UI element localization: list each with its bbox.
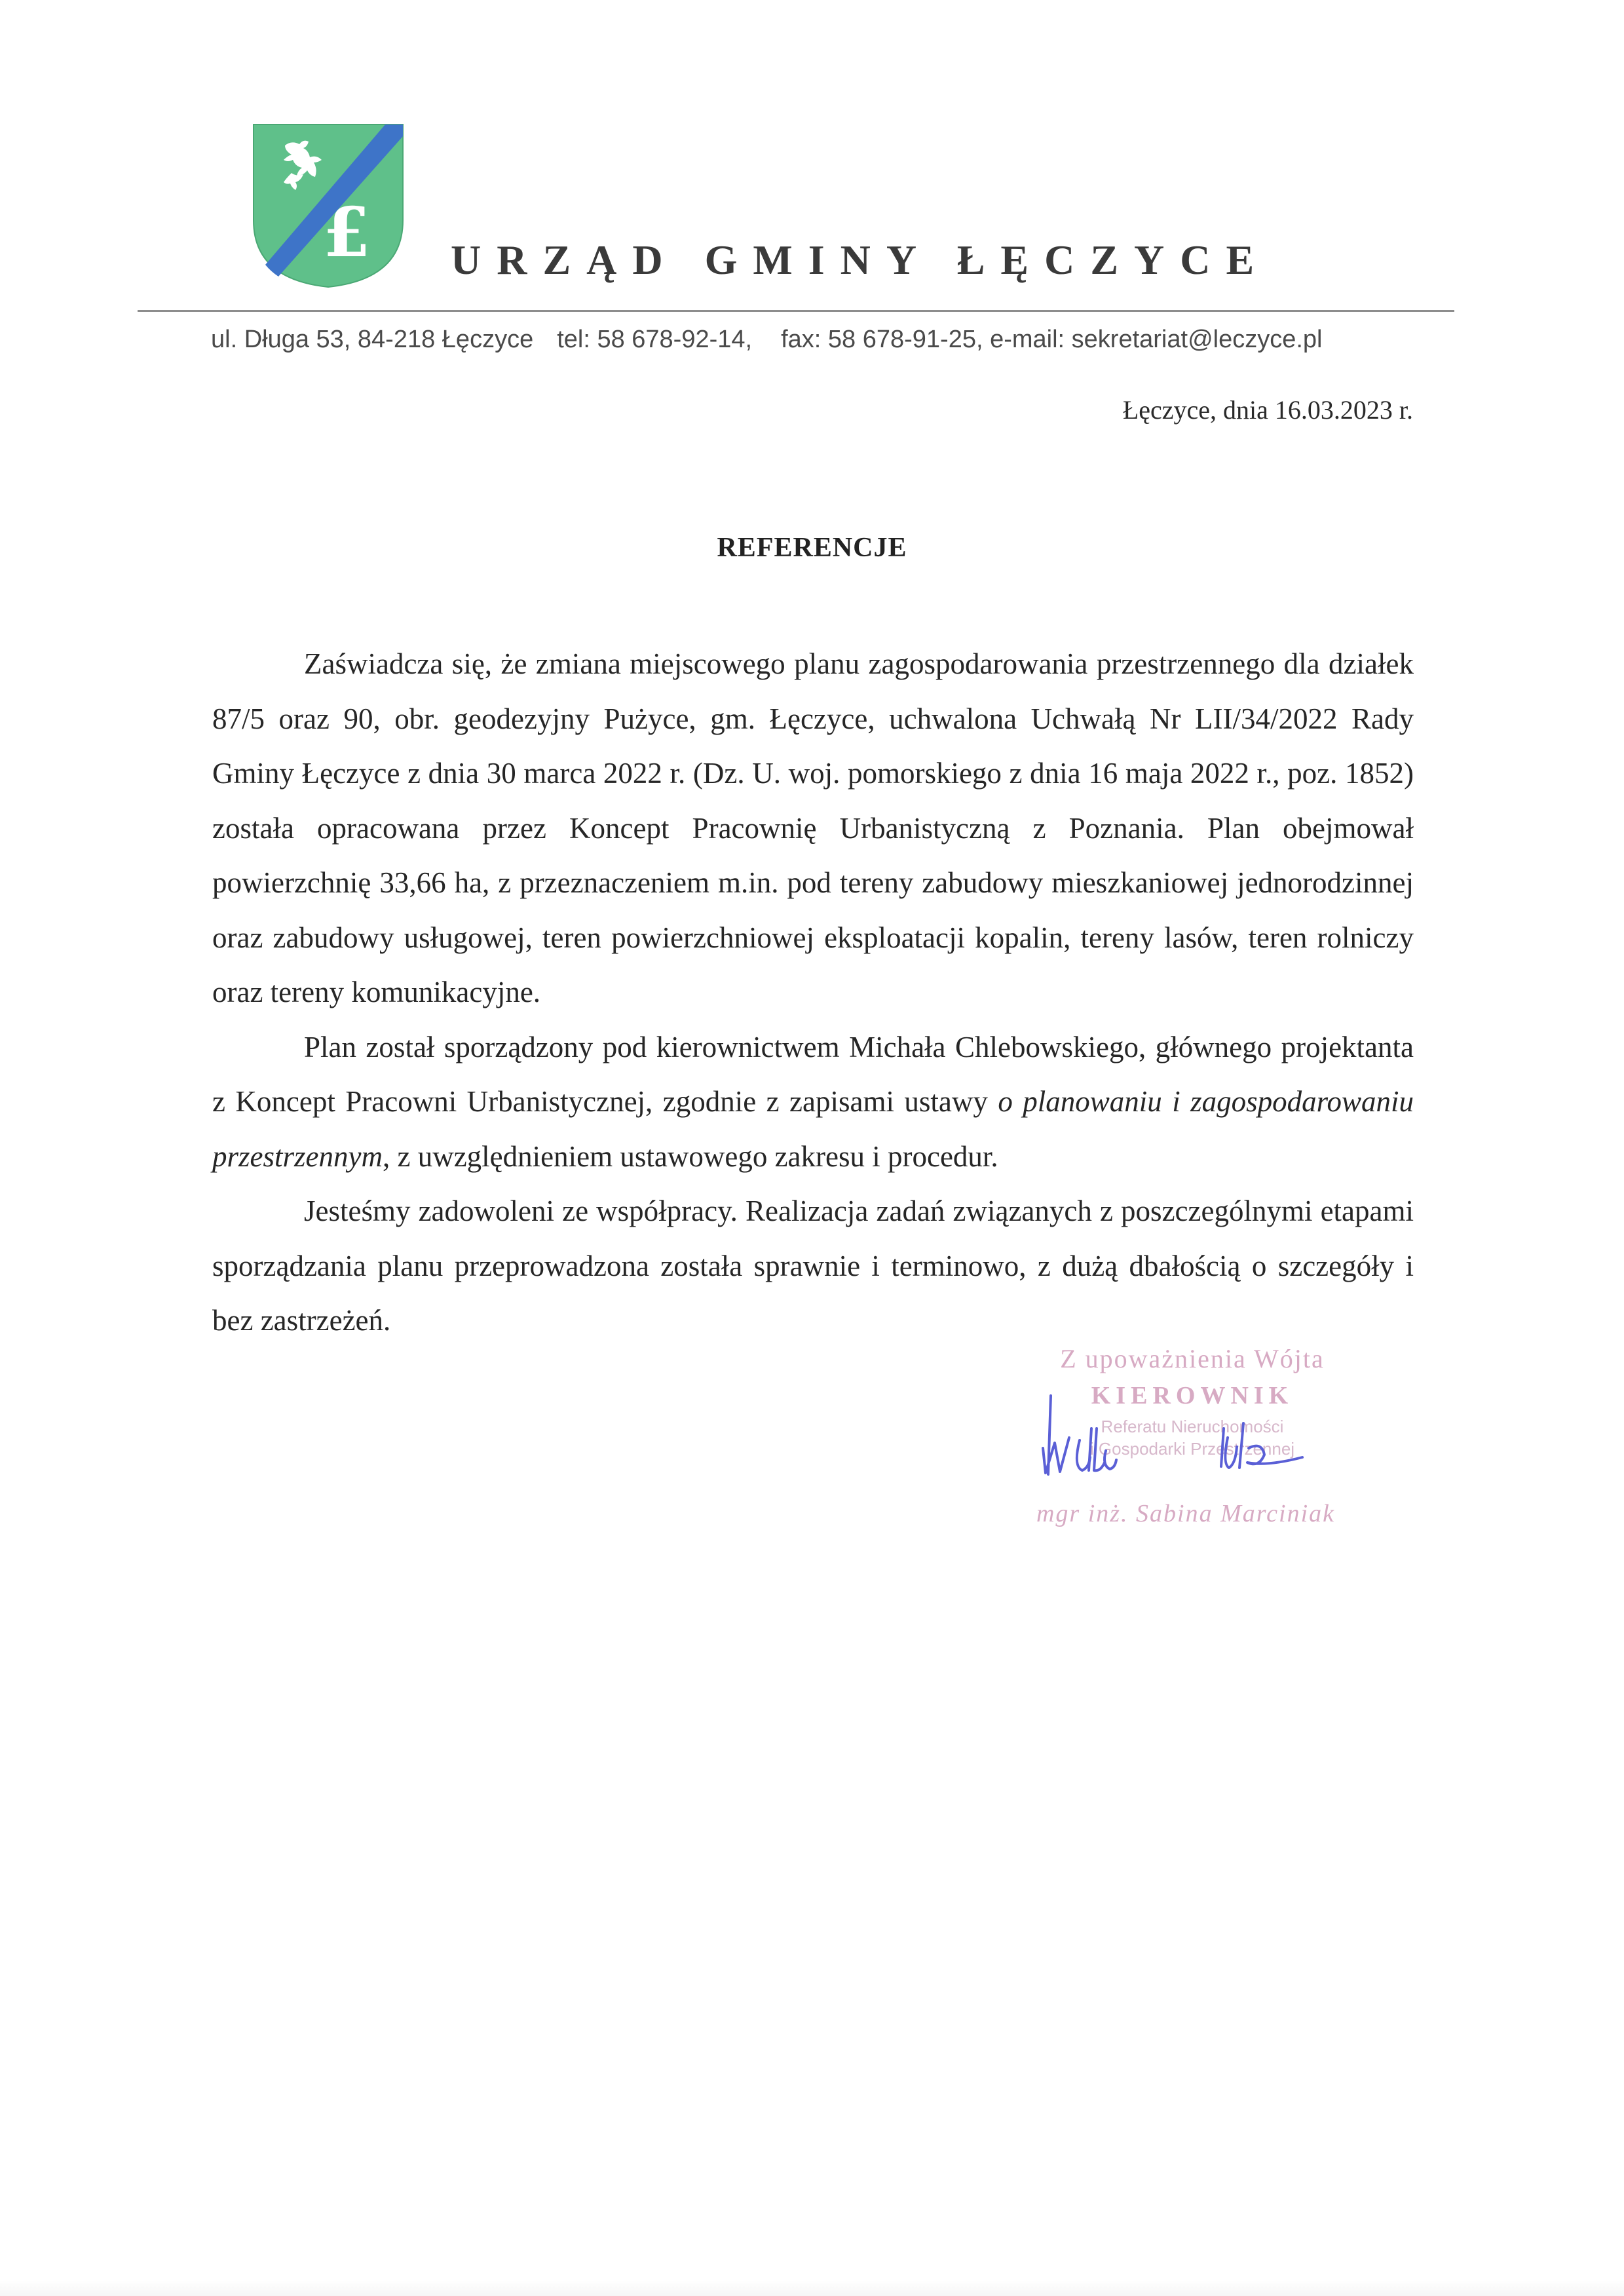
contact-line (211, 326, 1416, 354)
contact-address: ul. Długa 53, 84-218 Łęczyce (211, 326, 534, 353)
paragraph-2-text-b: , z uwzględnieniem ustawowego zakresu i procedur. (382, 1139, 998, 1173)
scan-edge (0, 2280, 1624, 2296)
document-date: Łęczyce, dnia 16.03.2023 r. (1122, 395, 1413, 425)
paragraph-1: Zaświadcza się, że zmiana miejscowego planu zagospodarowania przestrzennego dla działek 87/5 oraz 90, obr. geodezyjny Pużyce, gm. Łęczyce, uchwalona Uchwałą Nr LII/34/2022 Rady Gminy Łęczyce z dnia 30 marca 2022 r. (Dz. U. woj. pomorskiego z dnia 16 maja 2022 r., poz. 1852) została opracowana przez Koncept Pracownię Urbanistyczną z Poznania. Plan obejmował powierzchnię 33,66 ha, z przeznaczeniem m.in. pod tereny zabudowy mieszkaniowej jednorodzinnej oraz zabudowy usługowej, teren powierzchniowej eksploatacji kopalin, tereny lasów, teren rolniczy oraz tereny komunikacyjne. (212, 647, 1414, 1008)
contact-phone: tel: 58 678-92-14, (557, 326, 753, 353)
act-title-italic: o planowaniu i zagospodarowaniu przestrzennym (212, 1085, 1414, 1173)
stamp-line-position: KIEROWNIK (1091, 1382, 1294, 1409)
coat-of-arms-icon (251, 122, 406, 288)
document-title: REFERENCJE (717, 533, 907, 563)
stamp-line-department-2: i Gospodarki Przestrzennej (1089, 1439, 1295, 1459)
stamp-line-department: Referatu Nieruchomości (1101, 1417, 1284, 1436)
document-body (212, 637, 1414, 1349)
official-stamp (1002, 1343, 1369, 1559)
stamp-line-authorization: Z upoważnienia Wójta (1060, 1344, 1325, 1373)
organization-name: URZĄD GMINY ŁĘCZYCE (451, 237, 1270, 283)
stamp-signatory-name: mgr inż. Sabina Marciniak (1036, 1500, 1335, 1527)
paragraph-3: Jesteśmy zadowoleni ze współpracy. Realizacja zadań związanych z poszczególnymi etapami sporządzania planu przeprowadzona została sprawnie i terminowo, z dużą dbałością o szczegóły i bez zastrzeżeń. (212, 1195, 1414, 1337)
header-divider (138, 310, 1454, 312)
svg-text:£: £ (323, 192, 371, 273)
contact-fax-email: fax: 58 678-91-25, e-mail: sekretariat@leczyce.pl (781, 326, 1323, 353)
paragraph-2 (212, 1020, 1414, 1185)
paragraph-2-text-a: Plan został sporządzony pod kierownictwem Michała Chlebowskiego, głównego projektanta z Koncept Pracowni Urbanistycznej, zgodnie z zapisami ustawy (212, 1030, 1414, 1118)
handwritten-signature (1029, 1383, 1343, 1507)
